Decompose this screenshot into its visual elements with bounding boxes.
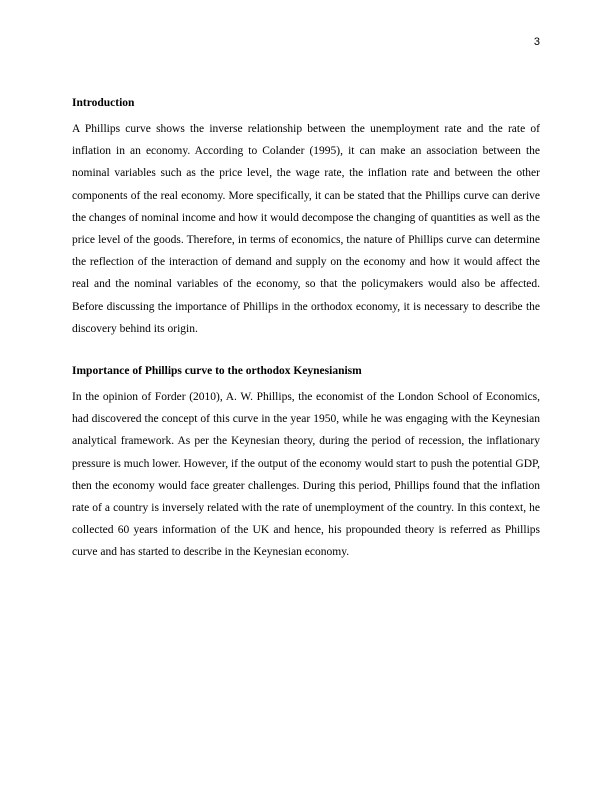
section-heading-introduction: Introduction <box>72 97 135 109</box>
page-number: 3 <box>533 36 540 48</box>
document-body <box>72 96 540 564</box>
section-paragraph-importance: In the opinion of Forder (2010), A. W. Phillips, the economist of the London School of Economics, had discovered the concept of this curve in the year 1950, while he was engaging with the Keynesian analytical framework. As per the Keynesian theory, during the period of recession, the inflationary pressure is much lower. However, if the output of the economy would start to push the potential GDP, then the economy would face greater challenges. During this period, Phillips found that the inflation rate of a country is inversely related with the rate of unemployment of the country. In this context, he collected 60 years information of the UK and hence, his propounded theory is referred as Phillips curve and has started to describe in the Keynesian economy. <box>72 391 540 559</box>
section-paragraph-introduction: A Phillips curve shows the inverse relationship between the unemployment rate and the rate of inflation in an economy. According to Colander (1995), it can make an association between the nominal variables such as the price level, the wage rate, the inflation rate and between the other components of the real economy. More specifically, it can be stated that the Phillips curve can derive the changes of nominal income and how it would decompose the changing of quantities as well as the price level of the goods. Therefore, in terms of economics, the nature of Phillips curve can determine the reflection of the interaction of demand and supply on the economy and how it would affect the real and the nominal variables of the economy, so that the policymakers would also be affected. Before discussing the importance of Phillips in the orthodox economy, it is necessary to describe the discovery behind its origin. <box>72 123 540 335</box>
section-heading-importance: Importance of Phillips curve to the orthodox Keynesianism <box>72 365 362 378</box>
